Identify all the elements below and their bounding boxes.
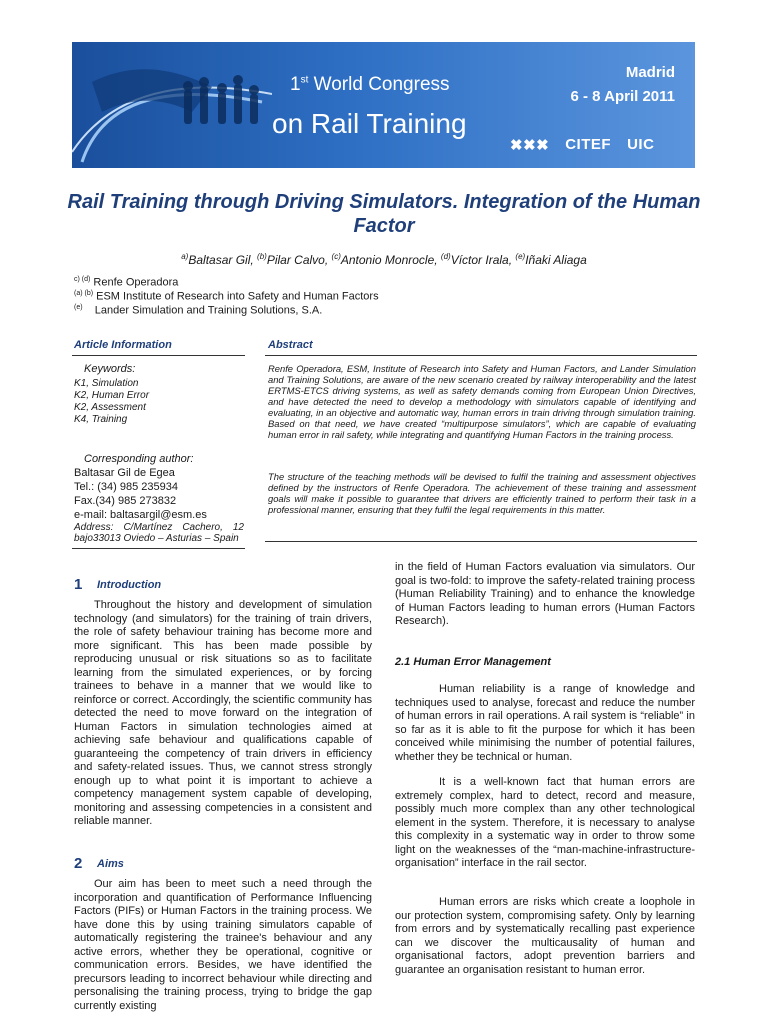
- conference-banner: [72, 42, 695, 168]
- sponsor-logo-citef: CITEF: [565, 136, 612, 153]
- subsection-title: 2.1 Human Error Management: [395, 656, 551, 668]
- article-info-bottom-rule: [72, 548, 245, 549]
- sponsor-logos: [510, 136, 654, 154]
- abstract-paragraph: Renfe Operadora, ESM, Institute of Research into Safety and Human Factors, and Lander Simulation and Training Solutions, are aware of the new scenario created by railway interoperability and the latest ERTMS-ETCS driving systems, as well as safety demands coming from European Union Directives, and have detected the need to develop a methodology with simulators capable of identifying and evaluating, in an objective and automatic way, human errors in train driving through simulation training. Based on that need, we have created “multipurpose simulators”, which are capable of evaluating human error in rail safety, while integrating and quantifying Human Factors in the training process.: [268, 363, 696, 440]
- author-address: Address: C/Martínez Cachero, 12 bajo33013 Oviedo – Asturias – Spain: [74, 522, 244, 544]
- abstract-paragraph: The structure of the teaching methods will be devised to fulfil the training and assessment objectives defined by the instructors of Renfe Operadora. The achievement of these training and assessment goals will make it possible to guarantee that drivers are efficiently trained to perform their task in a professional manner, ensuring that they fulfil the legal requirements in this matter.: [268, 471, 696, 515]
- body-paragraph: Human errors are risks which create a loophole in our protection system, compromising safety. Only by learning from errors and by systematically recalling past experience can we discover the multicausality of human and organisational factors, adopt prevention barriers and guarantee an organisation resistant to human error.: [395, 896, 695, 976]
- keyword: K4, Training: [74, 414, 128, 425]
- affiliation: $^{(a) (b)}$ ESM Institute of Research into Safety and Human Factors: [74, 290, 379, 303]
- keyword: K2, Assessment: [74, 402, 146, 413]
- corresponding-label: Corresponding author:: [84, 453, 194, 465]
- banner-line2: on Rail Training: [272, 108, 467, 139]
- author-list: $^{a)}$Baltasar Gil, $^{(b)}$Pilar Calvo, $^{(c)}$Antonio Monrocle, $^{(d)}$Víctor Irala, $^{(e)}$Iñaki Aliaga: [181, 252, 587, 267]
- body-paragraph: in the field of Human Factors evaluation via simulators. Our goal is two-fold: to improve the safety-related training process (Human Reliability Training) and to enhance the knowledge of Human Factors leading to human errors (Human Factors Research).: [395, 561, 695, 627]
- abstract-bottom-rule: [265, 541, 697, 542]
- section-title: Aims: [97, 858, 124, 870]
- section-number: 1: [74, 576, 83, 593]
- keywords-label: Keywords:: [84, 363, 136, 375]
- keyword: K1, Simulation: [74, 378, 139, 389]
- abstract-rule: [265, 355, 697, 356]
- body-paragraph: Our aim has been to meet such a need through the incorporation and quantification of Performance Influencing Factors (PIFs) or Human Factors in the training process. We have done this by using training simulators capable of automatically registering the trainee's behaviour and any active errors, whether they be operational, cognitive or communication errors. Besides, we have identified the precursors leading to incorrect behaviour while directing and personalising the training process, trying to bridge the gap currently existing: [74, 878, 372, 1012]
- banner-line1: 1st World Congress: [290, 74, 450, 95]
- contact-line: Tel.: (34) 985 235934: [74, 481, 178, 493]
- body-paragraph: Throughout the history and development of simulation technology (and simulators) for the training of train drivers, the role of safety behaviour training has become more and more significant. This has been made possible by reproducing unusual or risk situations so as to facilitate learning from the simulated experiences, or by forcing trainees to behave in a manner that we would like to reinforce or correct. Accordingly, the scientific community has detected the need to move forward on the integration of Human Factors in simulation technologies aimed at achieving safe behaviour and qualifications capable of guaranteeing the competency of train drivers in efficiency and safety-related issues. Thus, we cannot stress strongly enough up to what point it is important to achieve a competency management system capable of developing, monitoring and assessing competencies in a consistent and reliable manner.: [74, 599, 372, 827]
- section-title: Introduction: [97, 579, 162, 591]
- section-number: 2: [74, 855, 83, 872]
- contact-line: Fax.(34) 985 273832: [74, 495, 177, 507]
- affiliation: $^{(e)}$ Lander Simulation and Training Solutions, S.A.: [74, 304, 323, 317]
- article-info-rule: [72, 355, 245, 356]
- sponsor-logo-uic: UIC: [627, 136, 655, 153]
- article-info-heading: Article Information: [74, 339, 172, 351]
- contact-line: Baltasar Gil de Egea: [74, 467, 175, 479]
- sponsor-logo-1: ✖✖✖: [510, 137, 550, 154]
- banner-dates: 6 - 8 April 2011: [570, 88, 675, 105]
- body-paragraph: Human reliability is a range of knowledge and techniques used to analyse, forecast and reduce the number of human errors in rail operations. A rail system is “reliable” in so far as it is able to fit the purpose for which it has been conceived while minimising the number of potential failures, whether they be technical or human.: [395, 683, 695, 763]
- contact-email: e-mail: baltasargil@esm.es: [74, 509, 207, 521]
- train-swirl-graphic: [72, 42, 272, 168]
- abstract-heading: Abstract: [268, 339, 313, 351]
- keyword: K2, Human Error: [74, 390, 150, 401]
- banner-city: Madrid: [625, 64, 675, 81]
- affiliation: $^{c) (d)}$ Renfe Operadora: [74, 276, 179, 289]
- paper-title: Rail Training through Driving Simulators. Integration of the Human Factor: [67, 191, 701, 237]
- body-paragraph: It is a well-known fact that human errors are extremely complex, hard to detect, record and measure, possibly much more complex than any other technological element in the system. Therefore, it is necessary to analyse this complexity in a systematic way in order to throw some light on the weaknesses of the “man-machine-infrastructure-organisation” interface in the rail sector.: [395, 776, 695, 869]
